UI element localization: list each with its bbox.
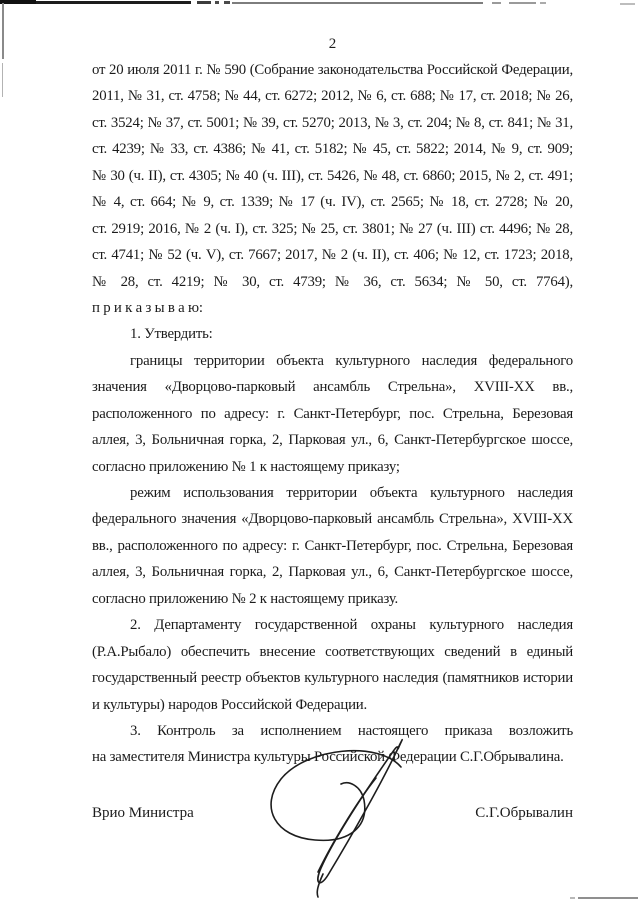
scan-artifact-top-dash — [224, 1, 230, 4]
text-line: границы территории объекта культурного наследия федерального — [130, 352, 573, 369]
text-line: на заместителя Министра культуры Российской Федерации С.Г.Обрывалина. — [92, 749, 564, 766]
text-line: согласно приложению № 2 к настоящему приказу. — [92, 590, 399, 607]
text-line: ст. 4741; № 52 (ч. V), ст. 7667; 2017, № 2 (ч. II), ст. 406; № 12, ст. 1723; 2018, — [92, 247, 573, 264]
signature-role-label: Врио Министра — [92, 805, 194, 821]
text-line: № 4, ст. 664; № 9, ст. 1339; № 17 (ч. IV), ст. 2565; № 18, ст. 2728; № 20, — [92, 194, 573, 211]
scan-artifact-top-gray-line — [232, 2, 483, 4]
scan-artifact-top-dash — [509, 2, 536, 4]
text-line: 1. Утвердить: — [130, 326, 213, 343]
text-line: № 28, ст. 4219; № 30, ст. 4739; № 36, ст. 5634; № 50, ст. 7764), — [92, 273, 573, 290]
text-line: 3. Контроль за исполнением настоящего приказа возложить — [130, 722, 573, 739]
text-line: № 30 (ч. II), ст. 4305; № 40 (ч. III), ст. 5426, № 48, ст. 6860; 2015, № 2, ст. 491; — [92, 167, 573, 184]
page-number: 2 — [328, 36, 337, 52]
scan-artifact-bottom-dash — [570, 897, 575, 899]
text-line: п р и к а з ы в а ю: — [92, 299, 203, 316]
scan-artifact-left-line — [2, 63, 3, 97]
text-line: государственный реестр объектов культурного наследия (памятников истории — [92, 670, 573, 687]
text-line: расположенного по адресу: г. Санкт-Петербург, пос. Стрельна, Березовая — [92, 405, 573, 422]
text-line: ст. 3524; № 37, ст. 5001; № 39, ст. 5270; 2013, № 3, ст. 204; № 8, ст. 841; № 31, — [92, 114, 573, 131]
text-line: согласно приложению № 1 к настоящему приказу; — [92, 458, 400, 475]
signatory-name-label: С.Г.Обрывалин — [475, 805, 573, 821]
text-line: ст. 2919; 2016, № 2 (ч. I), ст. 325; № 25, ст. 3801; № 27 (ч. III) ст. 4496; № 28, — [92, 220, 573, 237]
scan-artifact-top-corner — [0, 0, 36, 4]
scan-artifact-bottom-bar — [578, 897, 638, 899]
text-line: 2. Департаменту государственной охраны культурного наследия — [130, 617, 573, 634]
text-line: вв., расположенного по адресу: г. Санкт-Петербург, пос. Стрельна, Березовая — [92, 537, 573, 554]
scan-artifact-left-line — [2, 3, 4, 59]
scan-artifact-top-dash — [197, 1, 211, 4]
text-line: ст. 4239; № 33, ст. 4386; № 41, ст. 5182; № 45, ст. 5822; 2014, № 9, ст. 909; — [92, 141, 573, 158]
text-line: значения «Дворцово-парковый ансамбль Стрельна», XVIII-XX вв., — [92, 379, 573, 396]
text-line: аллея, 3, Больничная горка, 2, Парковая ул., 6, Санкт-Петербургское шоссе, — [92, 432, 573, 449]
text-line: 2011, № 31, ст. 4758; № 44, ст. 6272; 2012, № 6, ст. 688; № 17, ст. 2018; № 26, — [92, 88, 573, 105]
scan-artifact-top-dash — [492, 2, 501, 4]
text-line: и культуры) народов Российской Федерации. — [92, 696, 368, 713]
text-line: от 20 июля 2011 г. № 590 (Собрание законодательства Российской Федерации, — [92, 62, 573, 78]
text-line: (Р.А.Рыбало) обеспечить внесение соответствующих сведений в единый — [92, 643, 573, 660]
scan-artifact-top-dash — [215, 1, 219, 4]
text-line: федерального значения «Дворцово-парковый ансамбль Стрельна», XVIII-XX — [92, 511, 573, 528]
document-body — [92, 57, 573, 771]
text-line: аллея, 3, Больничная горка, 2, Парковая ул., 6, Санкт-Петербургское шоссе, — [92, 564, 573, 581]
scan-artifact-top-dash — [620, 3, 635, 5]
scan-artifact-top-dash — [540, 2, 546, 4]
signature-block — [92, 805, 573, 822]
scan-artifact-top-line — [0, 1, 191, 4]
text-line: режим использования территории объекта культурного наследия — [130, 485, 573, 501]
